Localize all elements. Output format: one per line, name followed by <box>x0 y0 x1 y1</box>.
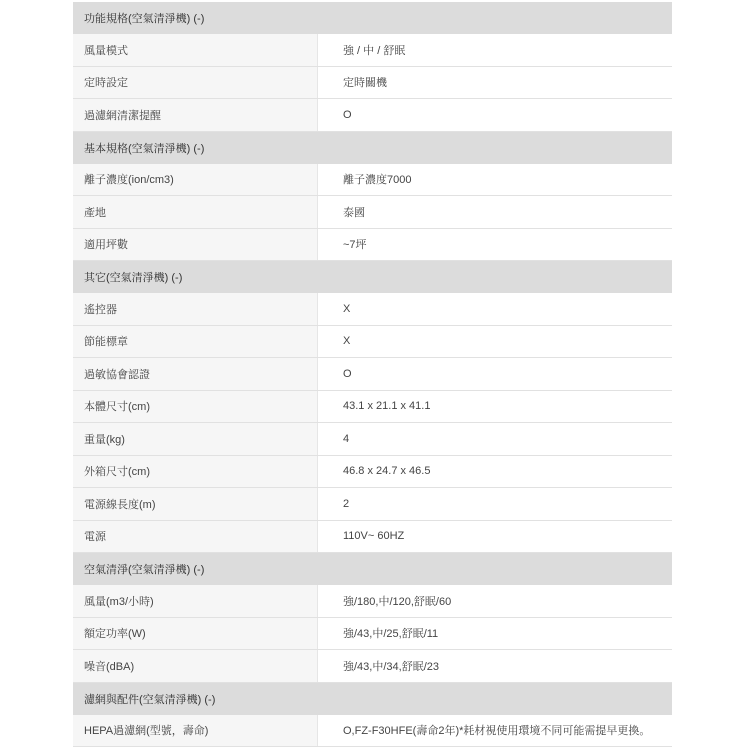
spec-row <box>73 488 672 521</box>
section-header: 基本規格(空氣清淨機) (-) <box>73 132 672 164</box>
spec-row <box>73 358 672 391</box>
spec-row <box>73 196 672 229</box>
spec-row <box>73 715 672 748</box>
section-header: 功能規格(空氣清淨機) (-) <box>73 2 672 34</box>
spec-value: 強/43,中/34,舒眠/23 <box>343 660 439 673</box>
spec-label: 風量模式 <box>73 34 318 66</box>
spec-label: 節能標章 <box>73 326 318 358</box>
spec-table <box>73 2 672 747</box>
spec-value: 泰國 <box>343 206 365 219</box>
spec-label: 重量(kg) <box>73 423 318 455</box>
spec-row <box>73 618 672 651</box>
spec-value: ~7坪 <box>343 239 367 252</box>
spec-value: 4 <box>343 432 350 445</box>
spec-row <box>73 99 672 132</box>
spec-label: 電源線長度(m) <box>73 488 318 520</box>
spec-label: 額定功率(W) <box>73 618 318 650</box>
spec-label: 過濾網清潔提醒 <box>73 99 318 131</box>
spec-value: 43.1 x 21.1 x 41.1 <box>343 400 431 413</box>
spec-row <box>73 293 672 326</box>
spec-value: 離子濃度7000 <box>343 174 412 187</box>
spec-value: 強 / 中 / 舒眠 <box>343 44 406 57</box>
spec-value: 定時關機 <box>343 77 387 90</box>
spec-label: 遙控器 <box>73 293 318 325</box>
spec-label: 適用坪數 <box>73 229 318 261</box>
spec-label: 產地 <box>73 196 318 228</box>
spec-row <box>73 391 672 424</box>
spec-label: 風量(m3/小時) <box>73 585 318 617</box>
spec-row <box>73 164 672 197</box>
section-header: 其它(空氣清淨機) (-) <box>73 261 672 293</box>
spec-value: 46.8 x 24.7 x 46.5 <box>343 465 431 478</box>
section-header: 濾網與配件(空氣清淨機) (-) <box>73 683 672 715</box>
spec-label: 過敏協會認證 <box>73 358 318 390</box>
spec-row <box>73 34 672 67</box>
spec-value: O,FZ-F30HFE(壽命2年)*耗材視使用環境不同可能需提早更換。 <box>343 725 651 738</box>
spec-row <box>73 326 672 359</box>
spec-value: 強/180,中/120,舒眠/60 <box>343 595 452 608</box>
spec-row <box>73 456 672 489</box>
spec-label: 定時設定 <box>73 67 318 99</box>
spec-label: 電源 <box>73 521 318 553</box>
spec-row <box>73 67 672 100</box>
spec-label: 外箱尺寸(cm) <box>73 456 318 488</box>
spec-value: X <box>343 335 351 348</box>
section-header: 空氣清淨(空氣清淨機) (-) <box>73 553 672 585</box>
spec-row <box>73 229 672 262</box>
spec-row <box>73 650 672 683</box>
spec-value: 110V~ 60HZ <box>343 530 405 543</box>
spec-label: 本體尺寸(cm) <box>73 391 318 423</box>
spec-row <box>73 521 672 554</box>
spec-value: O <box>343 108 352 121</box>
spec-value: X <box>343 302 351 315</box>
spec-label: 離子濃度(ion/cm3) <box>73 164 318 196</box>
spec-row <box>73 585 672 618</box>
spec-value: O <box>343 367 352 380</box>
spec-row <box>73 423 672 456</box>
spec-value: 強/43,中/25,舒眠/11 <box>343 628 439 641</box>
spec-value: 2 <box>343 497 350 510</box>
spec-label: 噪音(dBA) <box>73 650 318 682</box>
spec-label: HEPA過濾網(型號，壽命) <box>73 715 318 747</box>
